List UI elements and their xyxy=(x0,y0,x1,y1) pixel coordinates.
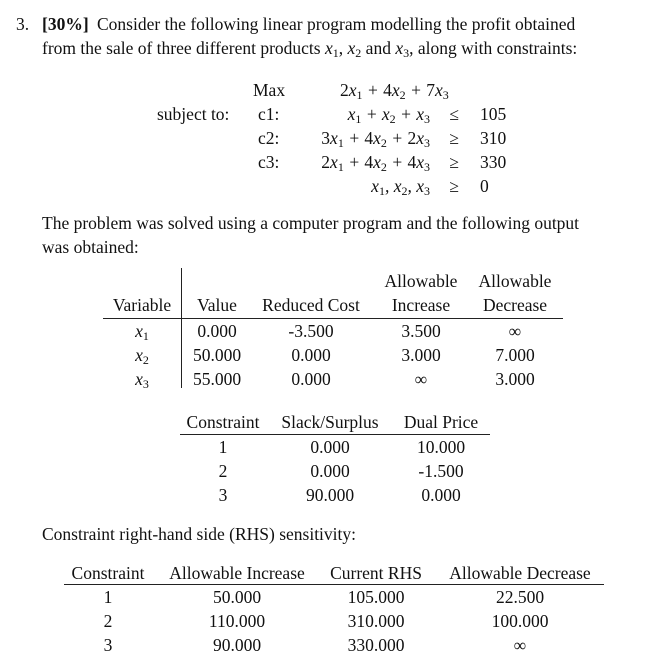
constraint-lhs: $x_1 + x_2 + x_3$ xyxy=(347,104,430,126)
column-header-top: Allowable xyxy=(384,271,458,291)
constraint-number: 1 xyxy=(218,437,228,457)
column-header: Constraint xyxy=(71,563,145,583)
variable-value: 55.000 xyxy=(192,369,242,389)
rhs-current: 330.000 xyxy=(347,635,405,655)
question-line-1: Consider the following linear program modelling the profit obtained xyxy=(97,14,576,34)
variable-name: $x_1$ xyxy=(135,321,149,343)
objective-expression: $2x_1 + 4x_2 + 7x_3$ xyxy=(340,80,449,102)
constraint-name: c2: xyxy=(258,128,280,148)
variable-reduced-cost: -3.500 xyxy=(288,321,334,341)
variable-allowable-decrease: 7.000 xyxy=(495,345,535,365)
intro-line-1: The problem was solved using a computer program and the following output xyxy=(42,213,580,233)
column-header: Allowable Decrease xyxy=(449,563,591,583)
column-header: Decrease xyxy=(482,295,548,315)
rhs-allowable-increase: 50.000 xyxy=(212,587,262,607)
column-header: Constraint xyxy=(186,412,260,432)
constraint-operator: ≤ xyxy=(449,104,459,124)
subject-to-label: subject to: xyxy=(157,104,230,124)
column-header: Slack/Surplus xyxy=(281,412,379,432)
rhs-constraint-number: 1 xyxy=(103,587,113,607)
constraint-rhs: 310 xyxy=(480,128,507,148)
table-rule xyxy=(64,584,604,585)
nonnegativity-operator: ≥ xyxy=(449,176,459,196)
constraint-dual-price: -1.500 xyxy=(418,461,464,481)
constraint-slack: 0.000 xyxy=(310,437,350,457)
table-divider xyxy=(181,268,182,388)
column-header-top: Allowable xyxy=(478,271,552,291)
variable-allowable-increase: 3.000 xyxy=(401,345,441,365)
column-header: Increase xyxy=(391,295,451,315)
constraint-dual-price: 10.000 xyxy=(416,437,466,457)
variable-value: 50.000 xyxy=(192,345,242,365)
rhs-allowable-increase: 110.000 xyxy=(208,611,266,631)
variable-name: $x_3$ xyxy=(135,369,149,391)
column-header: Dual Price xyxy=(403,412,479,432)
rhs-current: 105.000 xyxy=(347,587,405,607)
column-header: Allowable Increase xyxy=(169,563,305,583)
variable-allowable-decrease: ∞ xyxy=(508,321,522,341)
variable-allowable-increase: 3.500 xyxy=(401,321,441,341)
constraint-rhs: 105 xyxy=(480,104,507,124)
constraint-rhs: 330 xyxy=(480,152,507,172)
nonnegativity-lhs: $x_1$, $x_2$, $x_3$ xyxy=(371,176,430,198)
question-line-2: from the sale of three different products $x_1$, $x_2$ and $x_3$, along with constraints: xyxy=(42,38,578,60)
column-header: Reduced Cost xyxy=(262,295,360,315)
variable-reduced-cost: 0.000 xyxy=(291,345,331,365)
variable-name: $x_2$ xyxy=(135,345,149,367)
variable-allowable-decrease: 3.000 xyxy=(495,369,535,389)
constraint-operator: ≥ xyxy=(449,128,459,148)
table-rule xyxy=(180,434,490,435)
column-header: Current RHS xyxy=(330,563,422,583)
column-header: Variable xyxy=(112,295,172,315)
variable-allowable-increase: ∞ xyxy=(414,369,428,389)
objective-label: Max xyxy=(253,80,286,100)
constraint-name: c3: xyxy=(258,152,280,172)
rhs-allowable-decrease: 22.500 xyxy=(495,587,545,607)
constraint-operator: ≥ xyxy=(449,152,459,172)
question-marks: [30%] xyxy=(42,14,89,34)
intro-line-2: was obtained: xyxy=(42,237,139,257)
constraint-slack: 0.000 xyxy=(310,461,350,481)
rhs-allowable-decrease: 100.000 xyxy=(491,611,549,631)
constraint-slack: 90.000 xyxy=(305,485,355,505)
constraint-dual-price: 0.000 xyxy=(421,485,461,505)
variable-reduced-cost: 0.000 xyxy=(291,369,331,389)
constraint-lhs: $3x_1 + 4x_2 + 2x_3$ xyxy=(321,128,430,150)
variable-value: 0.000 xyxy=(197,321,237,341)
nonnegativity-rhs: 0 xyxy=(480,176,489,196)
constraint-number: 2 xyxy=(218,461,228,481)
constraint-number: 3 xyxy=(218,485,228,505)
rhs-constraint-number: 3 xyxy=(103,635,113,655)
constraint-name: c1: xyxy=(258,104,280,124)
rhs-allowable-increase: 90.000 xyxy=(212,635,262,655)
rhs-allowable-decrease: ∞ xyxy=(513,635,527,655)
table-rule xyxy=(103,318,563,319)
rhs-constraint-number: 2 xyxy=(103,611,113,631)
constraint-lhs: $2x_1 + 4x_2 + 4x_3$ xyxy=(321,152,430,174)
question-number: 3. xyxy=(16,14,30,34)
rhs-current: 310.000 xyxy=(347,611,405,631)
column-header: Value xyxy=(197,295,237,315)
rhs-section-title: Constraint right-hand side (RHS) sensitivity: xyxy=(42,524,357,544)
